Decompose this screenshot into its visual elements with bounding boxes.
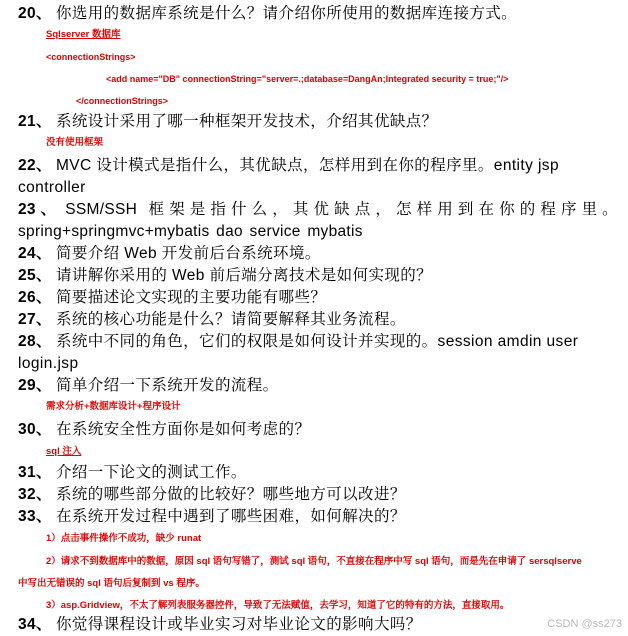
question-text: 系统的哪些部分做的比较好？哪些地方可以改进？ — [55, 486, 406, 503]
question-text: 系统的核心功能是什么？请简要解释其业务流程。 — [55, 311, 406, 328]
question-text: 请讲解你采用的 Web 前后端分离技术是如何实现的？ — [55, 267, 433, 284]
answer-21: 没有使用框架 — [46, 137, 104, 148]
answer-20-code-open: <connectionStrings> — [46, 52, 136, 62]
question-20 — [18, 3, 517, 25]
question-23 — [18, 199, 618, 243]
question-text: 简要介绍 Web 开发前后台系统环境。 — [55, 245, 321, 262]
question-number: 26、 — [18, 289, 52, 306]
answer-20-db: Sqlserver 数据库 — [46, 29, 121, 40]
question-27 — [18, 309, 406, 331]
question-number: 22、 — [18, 157, 52, 174]
question-25 — [18, 265, 432, 287]
question-text: 简要描述论文实现的主要功能有哪些？ — [55, 289, 327, 306]
question-33 — [18, 506, 406, 528]
question-34 — [18, 614, 422, 636]
question-text: 简单介绍一下系统开发的流程。 — [55, 377, 279, 394]
question-text: 介绍一下论文的测试工作。 — [55, 464, 247, 481]
question-number: 28、 — [18, 333, 52, 350]
question-number: 34、 — [18, 616, 52, 633]
question-32 — [18, 484, 406, 506]
question-text: 在系统安全性方面你是如何考虑的？ — [55, 421, 311, 438]
question-text: 你选用的数据库系统是什么？请介绍你所使用的数据库连接方式。 — [55, 5, 518, 22]
question-text: 系统设计采用了哪一种框架开发技术，介绍其优缺点？ — [55, 113, 438, 130]
question-26 — [18, 287, 326, 309]
question-number: 31、 — [18, 464, 52, 481]
question-text: MVC 设计模式是指什么，其优缺点，怎样用到在你的程序里。entity jsp controller — [18, 157, 559, 196]
question-24 — [18, 243, 321, 265]
question-number: 20、 — [18, 5, 52, 22]
question-28 — [18, 331, 618, 375]
question-text: 系统中不同的角色，它们的权限是如何设计并实现的。session amdin user login.jsp — [18, 333, 579, 372]
question-number: 30、 — [18, 421, 52, 438]
question-31 — [18, 462, 247, 484]
question-21 — [18, 111, 438, 133]
answer-20-code-close: </connectionStrings> — [76, 96, 169, 106]
question-text: SSM/SSH 框架是指什么，其优缺点，怎样用到在你的程序里。spring+springmvc+mybatis dao service mybatis — [18, 201, 618, 240]
answer-30: sql 注入 — [46, 446, 82, 457]
answer-33-2-cont: 中写出无错误的 sql 语句后复制到 vs 程序。 — [18, 578, 205, 589]
question-number: 25、 — [18, 267, 52, 284]
answer-33-3: 3）asp.Gridview，不太了解列表服务器控件，导致了无法赋值，去学习，知道了它的特有的方法，直接取用。 — [46, 600, 510, 611]
csdn-watermark: CSDN @ss273 — [547, 618, 622, 630]
question-number: 29、 — [18, 377, 52, 394]
question-text: 你觉得课程设计或毕业实习对毕业论文的影响大吗？ — [55, 616, 422, 633]
question-number: 21、 — [18, 113, 52, 130]
answer-20-code-add: <add name="DB" connectionString="server=.;database=DangAn;Integrated security = true;"/> — [106, 74, 509, 84]
question-30 — [18, 419, 310, 441]
question-number: 27、 — [18, 311, 52, 328]
question-number: 24、 — [18, 245, 52, 262]
question-text: 在系统开发过程中遇到了哪些困难，如何解决的？ — [55, 508, 406, 525]
question-29 — [18, 375, 279, 397]
answer-33-2: 2）请求不到数据库中的数据，原因 sql 语句写错了，测试 sql 语句，不直接在程序中写 sql 语句，而是先在申请了 sersqlserve — [46, 556, 582, 567]
question-number: 32、 — [18, 486, 52, 503]
question-number: 33、 — [18, 508, 52, 525]
question-22 — [18, 155, 618, 199]
answer-33-1: 1）点击事件操作不成功，缺少 runat — [46, 533, 202, 544]
answer-29: 需求分析+数据库设计+程序设计 — [46, 401, 181, 412]
question-number: 23、 — [18, 201, 62, 218]
